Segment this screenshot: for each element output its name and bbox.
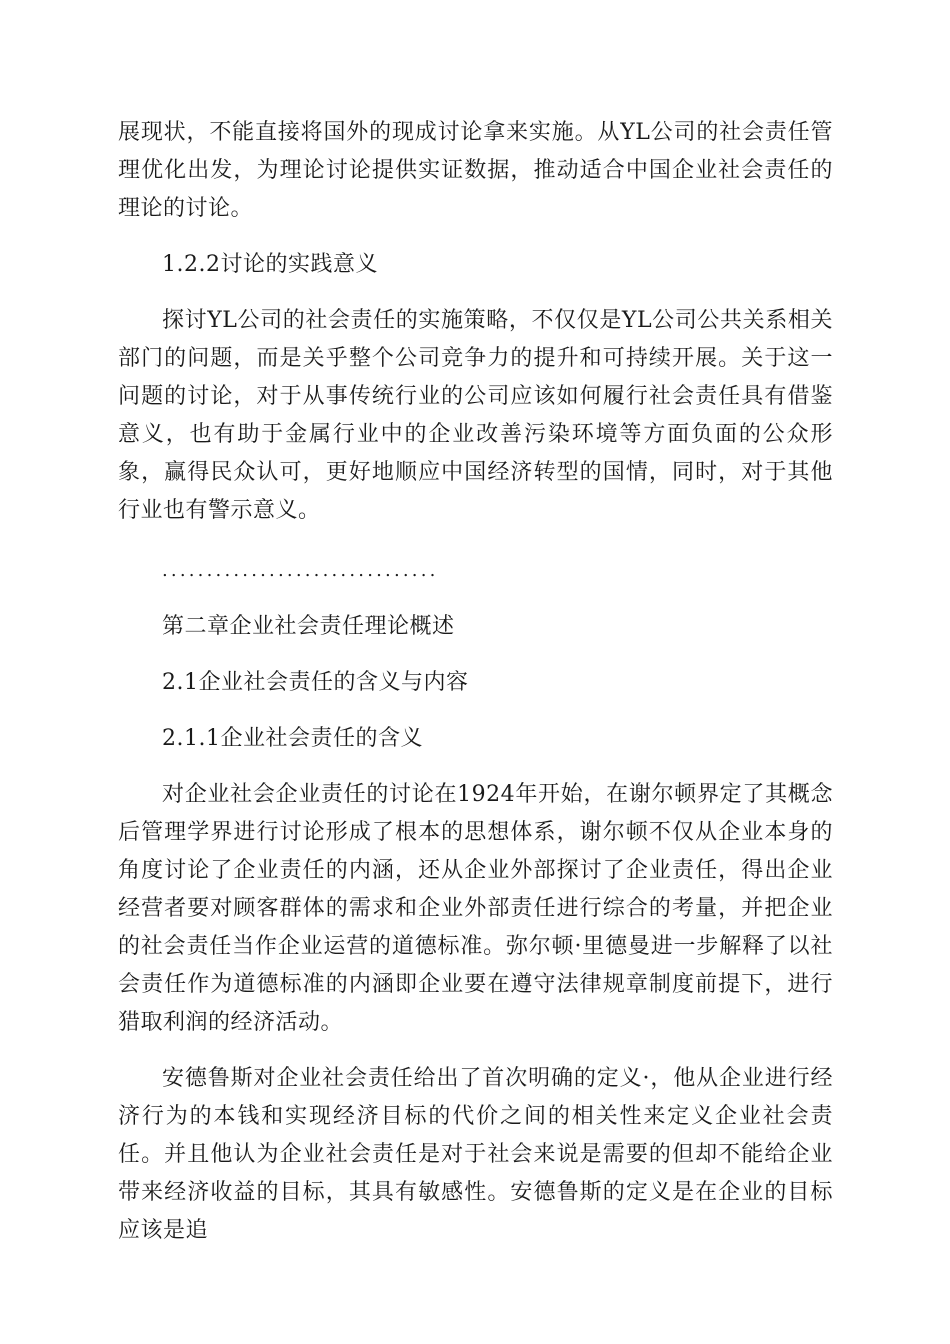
document-page bbox=[118, 114, 833, 1250]
chapter-heading-2: 第二章企业社会责任理论概述 bbox=[162, 614, 455, 639]
paragraph-sheldon: 对企业社会企业责任的讨论在1924年开始，在谢尔顿界定了其概念后管理学界进行讨论形成了根本的思想体系，谢尔顿不仅从企业本身的角度讨论了企业责任的内涵，还从企业外部探讨了企业责任，得出企业经营者要对顾客群体的需求和企业外部责任进行综合的考量，并把企业的社会责任当作企业运营的道德标准。弥尔顿·里德曼进一步解释了以社会责任作为道德标准的内涵即企业要在遵守法律规章制度前提下，进行猎取利润的经济活动。 bbox=[118, 782, 833, 1035]
paragraph-practice: 探讨YL公司的社会责任的实施策略，不仅仅是YL公司公共关系相关部门的问题，而是关乎整个公司竞争力的提升和可持续开展。关于这一问题的讨论，对于从事传统行业的公司应该如何履行社会责任具有借鉴意义，也有助于金属行业中的企业改善污染环境等方面负面的公众形象，赢得民众认可，更好地顺应中国经济转型的国情，同时，对于其他行业也有警示意义。 bbox=[118, 308, 833, 523]
section-heading-1-2-2: 1.2.2讨论的实践意义 bbox=[162, 252, 378, 277]
separator-dots: ............................... bbox=[162, 560, 439, 581]
section-heading-2-1: 2.1企业社会责任的含义与内容 bbox=[162, 670, 469, 695]
section-heading-2-1-1: 2.1.1企业社会责任的含义 bbox=[162, 726, 423, 751]
paragraph-andrews: 安德鲁斯对企业社会责任给出了首次明确的定义·，他从企业进行经济行为的本钱和实现经济目标的代价之间的相关性来定义企业社会责任。并且他认为企业社会责任是对于社会来说是需要的但却不能给企业带来经济收益的目标，其具有敏感性。安德鲁斯的定义是在企业的目标应该是追 bbox=[118, 1066, 833, 1243]
paragraph-intro: 展现状，不能直接将国外的现成讨论拿来实施。从YL公司的社会责任管理优化出发，为理论讨论提供实证数据，推动适合中国企业社会责任的理论的讨论。 bbox=[118, 120, 833, 221]
